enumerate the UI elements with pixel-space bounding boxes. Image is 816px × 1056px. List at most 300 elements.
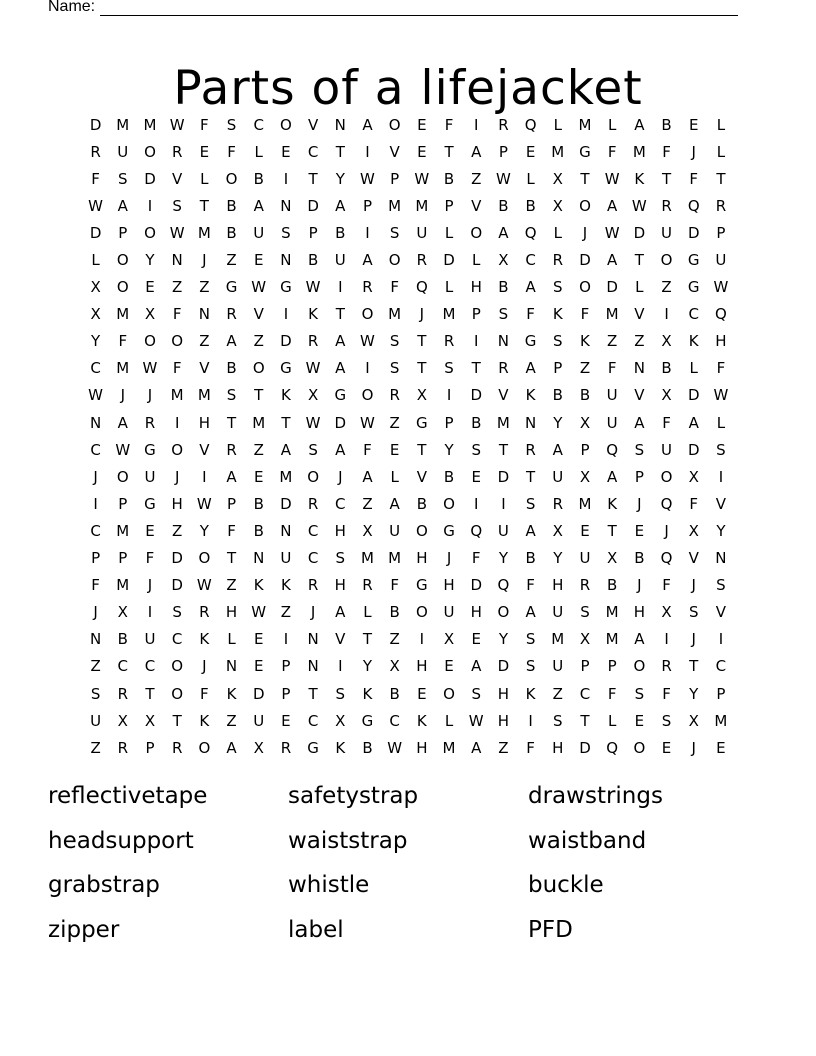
grid-letter[interactable]: F [172, 359, 182, 378]
grid-letter[interactable]: G [687, 278, 700, 297]
grid-letter[interactable]: S [389, 223, 400, 242]
grid-letter[interactable]: O [361, 386, 374, 405]
grid-letter[interactable]: D [606, 278, 618, 297]
grid-letter[interactable]: Z [90, 738, 101, 757]
grid-letter[interactable]: A [525, 359, 536, 378]
grid-letter[interactable]: A [607, 196, 618, 215]
grid-letter[interactable]: V [634, 305, 645, 324]
grid-letter[interactable]: F [662, 576, 671, 595]
grid-letter[interactable]: S [335, 549, 346, 568]
grid-letter[interactable]: N [524, 413, 537, 432]
grid-letter[interactable]: H [497, 711, 510, 730]
grid-letter[interactable]: J [691, 576, 696, 595]
grid-letter[interactable]: S [389, 332, 400, 351]
grid-letter[interactable]: P [444, 196, 454, 215]
grid-letter[interactable]: O [633, 657, 646, 676]
grid-letter[interactable]: E [253, 630, 264, 649]
grid-letter[interactable]: N [225, 657, 238, 676]
grid-letter[interactable]: R [226, 440, 237, 459]
grid-letter[interactable]: R [117, 684, 128, 703]
grid-letter[interactable]: R [362, 278, 373, 297]
grid-letter[interactable]: P [118, 494, 128, 513]
grid-letter[interactable]: W [251, 278, 267, 297]
grid-letter[interactable]: U [144, 630, 156, 649]
grid-letter[interactable]: L [200, 169, 209, 188]
grid-letter[interactable]: Y [716, 521, 726, 540]
grid-letter[interactable]: O [443, 684, 455, 703]
grid-letter[interactable]: S [471, 684, 481, 703]
grid-letter[interactable]: V [498, 386, 509, 405]
grid-letter[interactable]: W [360, 169, 375, 188]
grid-letter[interactable]: P [118, 223, 128, 242]
grid-letter[interactable]: N [307, 630, 319, 649]
grid-letter[interactable]: W [495, 169, 511, 188]
grid-letter[interactable]: X [552, 196, 563, 215]
grid-letter[interactable]: U [90, 711, 102, 730]
grid-letter[interactable]: E [389, 440, 400, 459]
grid-letter[interactable]: Z [226, 251, 237, 270]
grid-letter[interactable]: Y [498, 549, 508, 568]
grid-letter[interactable]: A [362, 467, 373, 486]
grid-letter[interactable]: C [579, 684, 591, 703]
grid-letter[interactable]: R [90, 142, 101, 161]
grid-letter[interactable]: Z [661, 278, 672, 297]
grid-letter[interactable]: I [283, 305, 289, 324]
grid-letter[interactable]: I [664, 630, 669, 649]
grid-letter[interactable]: D [470, 386, 482, 405]
grid-letter[interactable]: T [498, 440, 508, 459]
grid-letter[interactable]: A [335, 603, 346, 622]
grid-letter[interactable]: B [335, 223, 346, 242]
grid-letter[interactable]: W [414, 169, 430, 188]
grid-letter[interactable]: S [172, 196, 182, 215]
grid-letter[interactable]: O [116, 467, 129, 486]
grid-letter[interactable]: N [198, 305, 210, 324]
grid-letter[interactable]: B [498, 278, 509, 297]
grid-letter[interactable]: T [308, 684, 318, 703]
grid-letter[interactable]: G [361, 711, 374, 730]
grid-letter[interactable]: L [716, 115, 726, 134]
grid-letter[interactable]: O [171, 657, 184, 676]
grid-letter[interactable]: A [498, 223, 509, 242]
grid-letter[interactable]: I [664, 305, 669, 324]
grid-letter[interactable]: F [363, 440, 372, 459]
grid-letter[interactable]: N [334, 115, 346, 134]
grid-letter[interactable]: Z [199, 278, 210, 297]
grid-letter[interactable]: F [227, 142, 236, 161]
grid-letter[interactable]: Y [362, 657, 373, 676]
grid-letter[interactable]: W [468, 711, 484, 730]
grid-letter[interactable]: O [144, 223, 156, 242]
grid-letter[interactable]: E [688, 115, 699, 134]
grid-letter[interactable]: J [582, 223, 588, 242]
grid-letter[interactable]: K [607, 494, 618, 513]
grid-letter[interactable]: X [362, 521, 373, 540]
grid-letter[interactable]: Z [172, 521, 183, 540]
grid-letter[interactable]: P [227, 494, 237, 513]
grid-letter[interactable]: D [687, 223, 700, 242]
grid-letter[interactable]: H [497, 684, 510, 703]
grid-letter[interactable]: S [716, 440, 726, 459]
grid-letter[interactable]: Z [226, 711, 237, 730]
grid-letter[interactable]: B [117, 630, 128, 649]
grid-letter[interactable]: C [90, 440, 101, 459]
grid-letter[interactable]: L [390, 467, 399, 486]
grid-letter[interactable]: W [305, 278, 321, 297]
grid-letter[interactable]: E [417, 142, 427, 161]
grid-letter[interactable]: N [715, 549, 727, 568]
grid-letter[interactable]: O [225, 169, 238, 188]
grid-letter[interactable]: V [335, 630, 346, 649]
grid-letter[interactable]: R [498, 359, 509, 378]
grid-letter[interactable]: T [417, 359, 427, 378]
grid-letter[interactable]: A [280, 440, 292, 459]
grid-letter[interactable]: S [580, 603, 590, 622]
grid-letter[interactable]: S [389, 359, 400, 378]
grid-letter[interactable]: F [580, 305, 590, 324]
grid-letter[interactable]: L [689, 359, 698, 378]
grid-letter[interactable]: W [713, 386, 729, 405]
grid-letter[interactable]: I [174, 413, 180, 432]
grid-letter[interactable]: O [116, 251, 129, 270]
grid-letter[interactable]: Z [471, 169, 482, 188]
grid-letter[interactable]: Q [606, 738, 619, 757]
grid-letter[interactable]: S [553, 278, 563, 297]
grid-letter[interactable]: T [362, 630, 373, 649]
grid-letter[interactable]: K [362, 684, 373, 703]
grid-letter[interactable]: S [634, 684, 645, 703]
grid-letter[interactable]: J [419, 305, 425, 324]
grid-letter[interactable]: I [474, 332, 479, 351]
grid-letter[interactable]: Y [498, 630, 508, 649]
grid-letter[interactable]: T [145, 684, 155, 703]
grid-letter[interactable]: N [171, 251, 183, 270]
grid-letter[interactable]: V [307, 115, 319, 134]
grid-letter[interactable]: Q [715, 305, 727, 324]
grid-letter[interactable]: R [579, 576, 591, 595]
grid-letter[interactable]: N [497, 332, 510, 351]
grid-letter[interactable]: L [716, 142, 726, 161]
grid-letter[interactable]: D [334, 413, 347, 432]
grid-letter[interactable]: V [172, 169, 183, 188]
grid-letter[interactable]: C [389, 711, 400, 730]
grid-letter[interactable]: A [607, 251, 618, 270]
grid-letter[interactable]: A [362, 251, 373, 270]
grid-letter[interactable]: D [497, 467, 510, 486]
grid-letter[interactable]: D [307, 196, 319, 215]
grid-letter[interactable]: P [498, 142, 508, 161]
grid-letter[interactable]: D [579, 251, 591, 270]
grid-letter[interactable]: M [578, 494, 592, 513]
grid-letter[interactable]: U [416, 223, 428, 242]
grid-letter[interactable]: T [335, 305, 345, 324]
grid-letter[interactable]: O [252, 359, 265, 378]
grid-letter[interactable]: Y [689, 684, 699, 703]
grid-letter[interactable]: B [661, 359, 672, 378]
grid-letter[interactable]: W [169, 115, 185, 134]
grid-letter[interactable]: T [471, 359, 481, 378]
grid-letter[interactable]: V [199, 440, 210, 459]
grid-letter[interactable]: D [687, 386, 700, 405]
grid-letter[interactable]: R [171, 142, 183, 161]
grid-letter[interactable]: K [280, 386, 291, 405]
grid-letter[interactable]: G [687, 251, 700, 270]
grid-letter[interactable]: U [579, 549, 591, 568]
grid-letter[interactable]: F [444, 115, 454, 134]
grid-letter[interactable]: E [525, 142, 536, 161]
grid-letter[interactable]: A [471, 142, 482, 161]
grid-letter[interactable]: X [144, 305, 156, 324]
grid-letter[interactable]: Z [253, 440, 264, 459]
grid-letter[interactable]: C [335, 494, 346, 513]
grid-letter[interactable]: B [226, 196, 237, 215]
grid-letter[interactable]: X [307, 386, 319, 405]
grid-letter[interactable]: M [442, 305, 456, 324]
grid-letter[interactable]: C [90, 359, 101, 378]
grid-letter[interactable]: S [226, 115, 237, 134]
grid-letter[interactable]: W [196, 494, 212, 513]
grid-letter[interactable]: A [389, 494, 400, 513]
grid-letter[interactable]: P [444, 413, 454, 432]
grid-letter[interactable]: L [635, 278, 644, 297]
grid-letter[interactable]: R [661, 657, 672, 676]
grid-letter[interactable]: F [200, 684, 209, 703]
grid-letter[interactable]: I [718, 467, 724, 486]
grid-letter[interactable]: F [390, 278, 399, 297]
grid-letter[interactable]: F [689, 169, 699, 188]
grid-letter[interactable]: M [116, 521, 130, 540]
grid-letter[interactable]: O [470, 223, 483, 242]
grid-letter[interactable]: J [338, 467, 343, 486]
grid-letter[interactable]: E [634, 711, 645, 730]
grid-letter[interactable]: E [145, 278, 155, 297]
grid-letter[interactable]: F [689, 494, 699, 513]
grid-letter[interactable]: L [553, 223, 562, 242]
grid-letter[interactable]: O [116, 278, 129, 297]
grid-letter[interactable]: S [226, 386, 237, 405]
name-underline[interactable] [100, 0, 738, 16]
grid-letter[interactable]: Q [687, 196, 700, 215]
grid-letter[interactable]: Q [497, 576, 510, 595]
grid-letter[interactable]: K [688, 332, 699, 351]
grid-letter[interactable]: E [417, 115, 427, 134]
grid-letter[interactable]: J [202, 251, 207, 270]
grid-letter[interactable]: Z [199, 332, 210, 351]
grid-letter[interactable]: R [443, 332, 455, 351]
grid-letter[interactable]: V [199, 359, 210, 378]
grid-letter[interactable]: X [253, 738, 264, 757]
grid-letter[interactable]: D [280, 494, 292, 513]
grid-letter[interactable]: L [363, 603, 372, 622]
grid-letter[interactable]: Z [172, 278, 183, 297]
grid-letter[interactable]: N [633, 359, 645, 378]
grid-letter[interactable]: H [552, 576, 564, 595]
grid-letter[interactable]: Y [553, 549, 563, 568]
grid-letter[interactable]: E [661, 738, 672, 757]
grid-letter[interactable]: X [335, 711, 346, 730]
grid-letter[interactable]: S [525, 630, 536, 649]
grid-letter[interactable]: L [444, 278, 454, 297]
grid-letter[interactable]: R [416, 251, 428, 270]
grid-letter[interactable]: I [338, 278, 343, 297]
grid-letter[interactable]: D [687, 440, 700, 459]
grid-letter[interactable]: A [471, 738, 482, 757]
grid-letter[interactable]: M [632, 142, 646, 161]
grid-letter[interactable]: F [145, 549, 155, 568]
grid-letter[interactable]: F [526, 305, 535, 324]
grid-letter[interactable]: M [116, 115, 130, 134]
grid-letter[interactable]: W [713, 278, 729, 297]
grid-letter[interactable]: I [93, 494, 98, 513]
grid-letter[interactable]: C [90, 521, 101, 540]
grid-letter[interactable]: A [471, 657, 482, 676]
grid-letter[interactable]: W [169, 223, 185, 242]
grid-letter[interactable]: L [526, 169, 535, 188]
grid-letter[interactable]: V [715, 494, 727, 513]
grid-letter[interactable]: B [253, 494, 264, 513]
grid-letter[interactable]: U [552, 657, 564, 676]
grid-letter[interactable]: U [334, 251, 346, 270]
grid-letter[interactable]: D [633, 223, 646, 242]
grid-letter[interactable]: S [335, 684, 346, 703]
grid-letter[interactable]: F [471, 549, 481, 568]
grid-letter[interactable]: W [88, 196, 104, 215]
grid-letter[interactable]: O [361, 305, 374, 324]
grid-letter[interactable]: I [283, 630, 289, 649]
grid-letter[interactable]: H [443, 576, 455, 595]
grid-letter[interactable]: G [225, 278, 238, 297]
grid-letter[interactable]: B [471, 413, 482, 432]
grid-letter[interactable]: U [117, 142, 129, 161]
grid-letter[interactable]: J [120, 386, 125, 405]
grid-letter[interactable]: C [117, 657, 129, 676]
grid-letter[interactable]: T [580, 711, 590, 730]
grid-letter[interactable]: X [688, 711, 699, 730]
grid-letter[interactable]: G [144, 494, 156, 513]
word-search-grid[interactable] [82, 111, 735, 761]
grid-letter[interactable]: M [714, 711, 728, 730]
grid-letter[interactable]: L [716, 413, 726, 432]
grid-letter[interactable]: X [117, 603, 128, 622]
grid-letter[interactable]: A [226, 467, 237, 486]
grid-letter[interactable]: R [117, 738, 128, 757]
grid-letter[interactable]: A [525, 521, 536, 540]
grid-letter[interactable]: O [443, 494, 455, 513]
grid-letter[interactable]: R [307, 576, 319, 595]
grid-letter[interactable]: S [471, 440, 481, 459]
grid-letter[interactable]: N [307, 657, 319, 676]
grid-letter[interactable]: H [416, 657, 428, 676]
grid-letter[interactable]: I [365, 359, 370, 378]
grid-letter[interactable]: P [281, 657, 291, 676]
grid-letter[interactable]: T [226, 549, 237, 568]
grid-letter[interactable]: Z [634, 332, 645, 351]
grid-letter[interactable]: I [446, 386, 452, 405]
grid-letter[interactable]: Z [280, 603, 292, 622]
grid-letter[interactable]: K [308, 305, 319, 324]
grid-letter[interactable]: D [89, 115, 102, 134]
grid-letter[interactable]: R [525, 440, 536, 459]
grid-letter[interactable]: B [525, 196, 536, 215]
grid-letter[interactable]: Z [498, 738, 509, 757]
grid-letter[interactable]: B [443, 467, 455, 486]
grid-letter[interactable]: L [553, 115, 562, 134]
grid-letter[interactable]: A [117, 413, 128, 432]
grid-letter[interactable]: J [446, 549, 452, 568]
grid-letter[interactable]: O [144, 142, 156, 161]
grid-letter[interactable]: T [634, 251, 644, 270]
grid-letter[interactable]: J [637, 494, 642, 513]
grid-letter[interactable]: A [226, 738, 237, 757]
grid-letter[interactable]: M [551, 142, 565, 161]
grid-letter[interactable]: M [605, 630, 619, 649]
grid-letter[interactable]: Y [335, 169, 345, 188]
grid-letter[interactable]: T [580, 169, 590, 188]
grid-letter[interactable]: L [254, 142, 263, 161]
grid-letter[interactable]: I [528, 711, 533, 730]
grid-letter[interactable]: W [387, 738, 403, 757]
grid-letter[interactable]: C [688, 305, 699, 324]
grid-letter[interactable]: S [525, 494, 536, 513]
grid-letter[interactable]: W [251, 603, 267, 622]
grid-letter[interactable]: T [689, 657, 699, 676]
grid-letter[interactable]: L [607, 115, 617, 134]
grid-letter[interactable]: F [91, 576, 100, 595]
grid-letter[interactable]: V [715, 603, 727, 622]
grid-letter[interactable]: G [416, 576, 428, 595]
grid-letter[interactable]: B [253, 521, 264, 540]
grid-letter[interactable]: K [280, 576, 291, 595]
grid-letter[interactable]: T [417, 440, 427, 459]
grid-letter[interactable]: S [553, 332, 563, 351]
grid-letter[interactable]: Q [470, 521, 483, 540]
grid-letter[interactable]: Z [389, 630, 400, 649]
grid-letter[interactable]: R [661, 196, 672, 215]
grid-letter[interactable]: F [607, 684, 617, 703]
grid-letter[interactable]: I [474, 494, 479, 513]
grid-letter[interactable]: D [144, 169, 156, 188]
grid-letter[interactable]: X [389, 657, 400, 676]
grid-letter[interactable]: P [607, 657, 617, 676]
grid-letter[interactable]: C [144, 657, 156, 676]
grid-letter[interactable]: N [89, 630, 102, 649]
grid-letter[interactable]: D [171, 549, 183, 568]
grid-letter[interactable]: A [335, 332, 346, 351]
grid-letter[interactable]: J [637, 576, 642, 595]
grid-letter[interactable]: U [661, 223, 673, 242]
grid-letter[interactable]: M [197, 223, 211, 242]
grid-letter[interactable]: P [362, 196, 372, 215]
grid-letter[interactable]: C [253, 115, 264, 134]
grid-letter[interactable]: H [171, 494, 183, 513]
grid-letter[interactable]: E [281, 711, 291, 730]
grid-letter[interactable]: O [307, 467, 319, 486]
grid-letter[interactable]: A [335, 359, 346, 378]
grid-letter[interactable]: O [171, 332, 184, 351]
grid-letter[interactable]: R [199, 603, 210, 622]
grid-letter[interactable]: T [716, 169, 726, 188]
grid-letter[interactable]: E [417, 684, 427, 703]
grid-letter[interactable]: D [280, 332, 292, 351]
grid-letter[interactable]: I [474, 115, 479, 134]
grid-letter[interactable]: J [174, 467, 180, 486]
grid-letter[interactable]: K [525, 684, 536, 703]
grid-letter[interactable]: H [416, 738, 428, 757]
grid-letter[interactable]: B [307, 251, 319, 270]
grid-letter[interactable]: X [90, 278, 101, 297]
grid-letter[interactable]: M [388, 305, 402, 324]
grid-letter[interactable]: S [498, 305, 509, 324]
